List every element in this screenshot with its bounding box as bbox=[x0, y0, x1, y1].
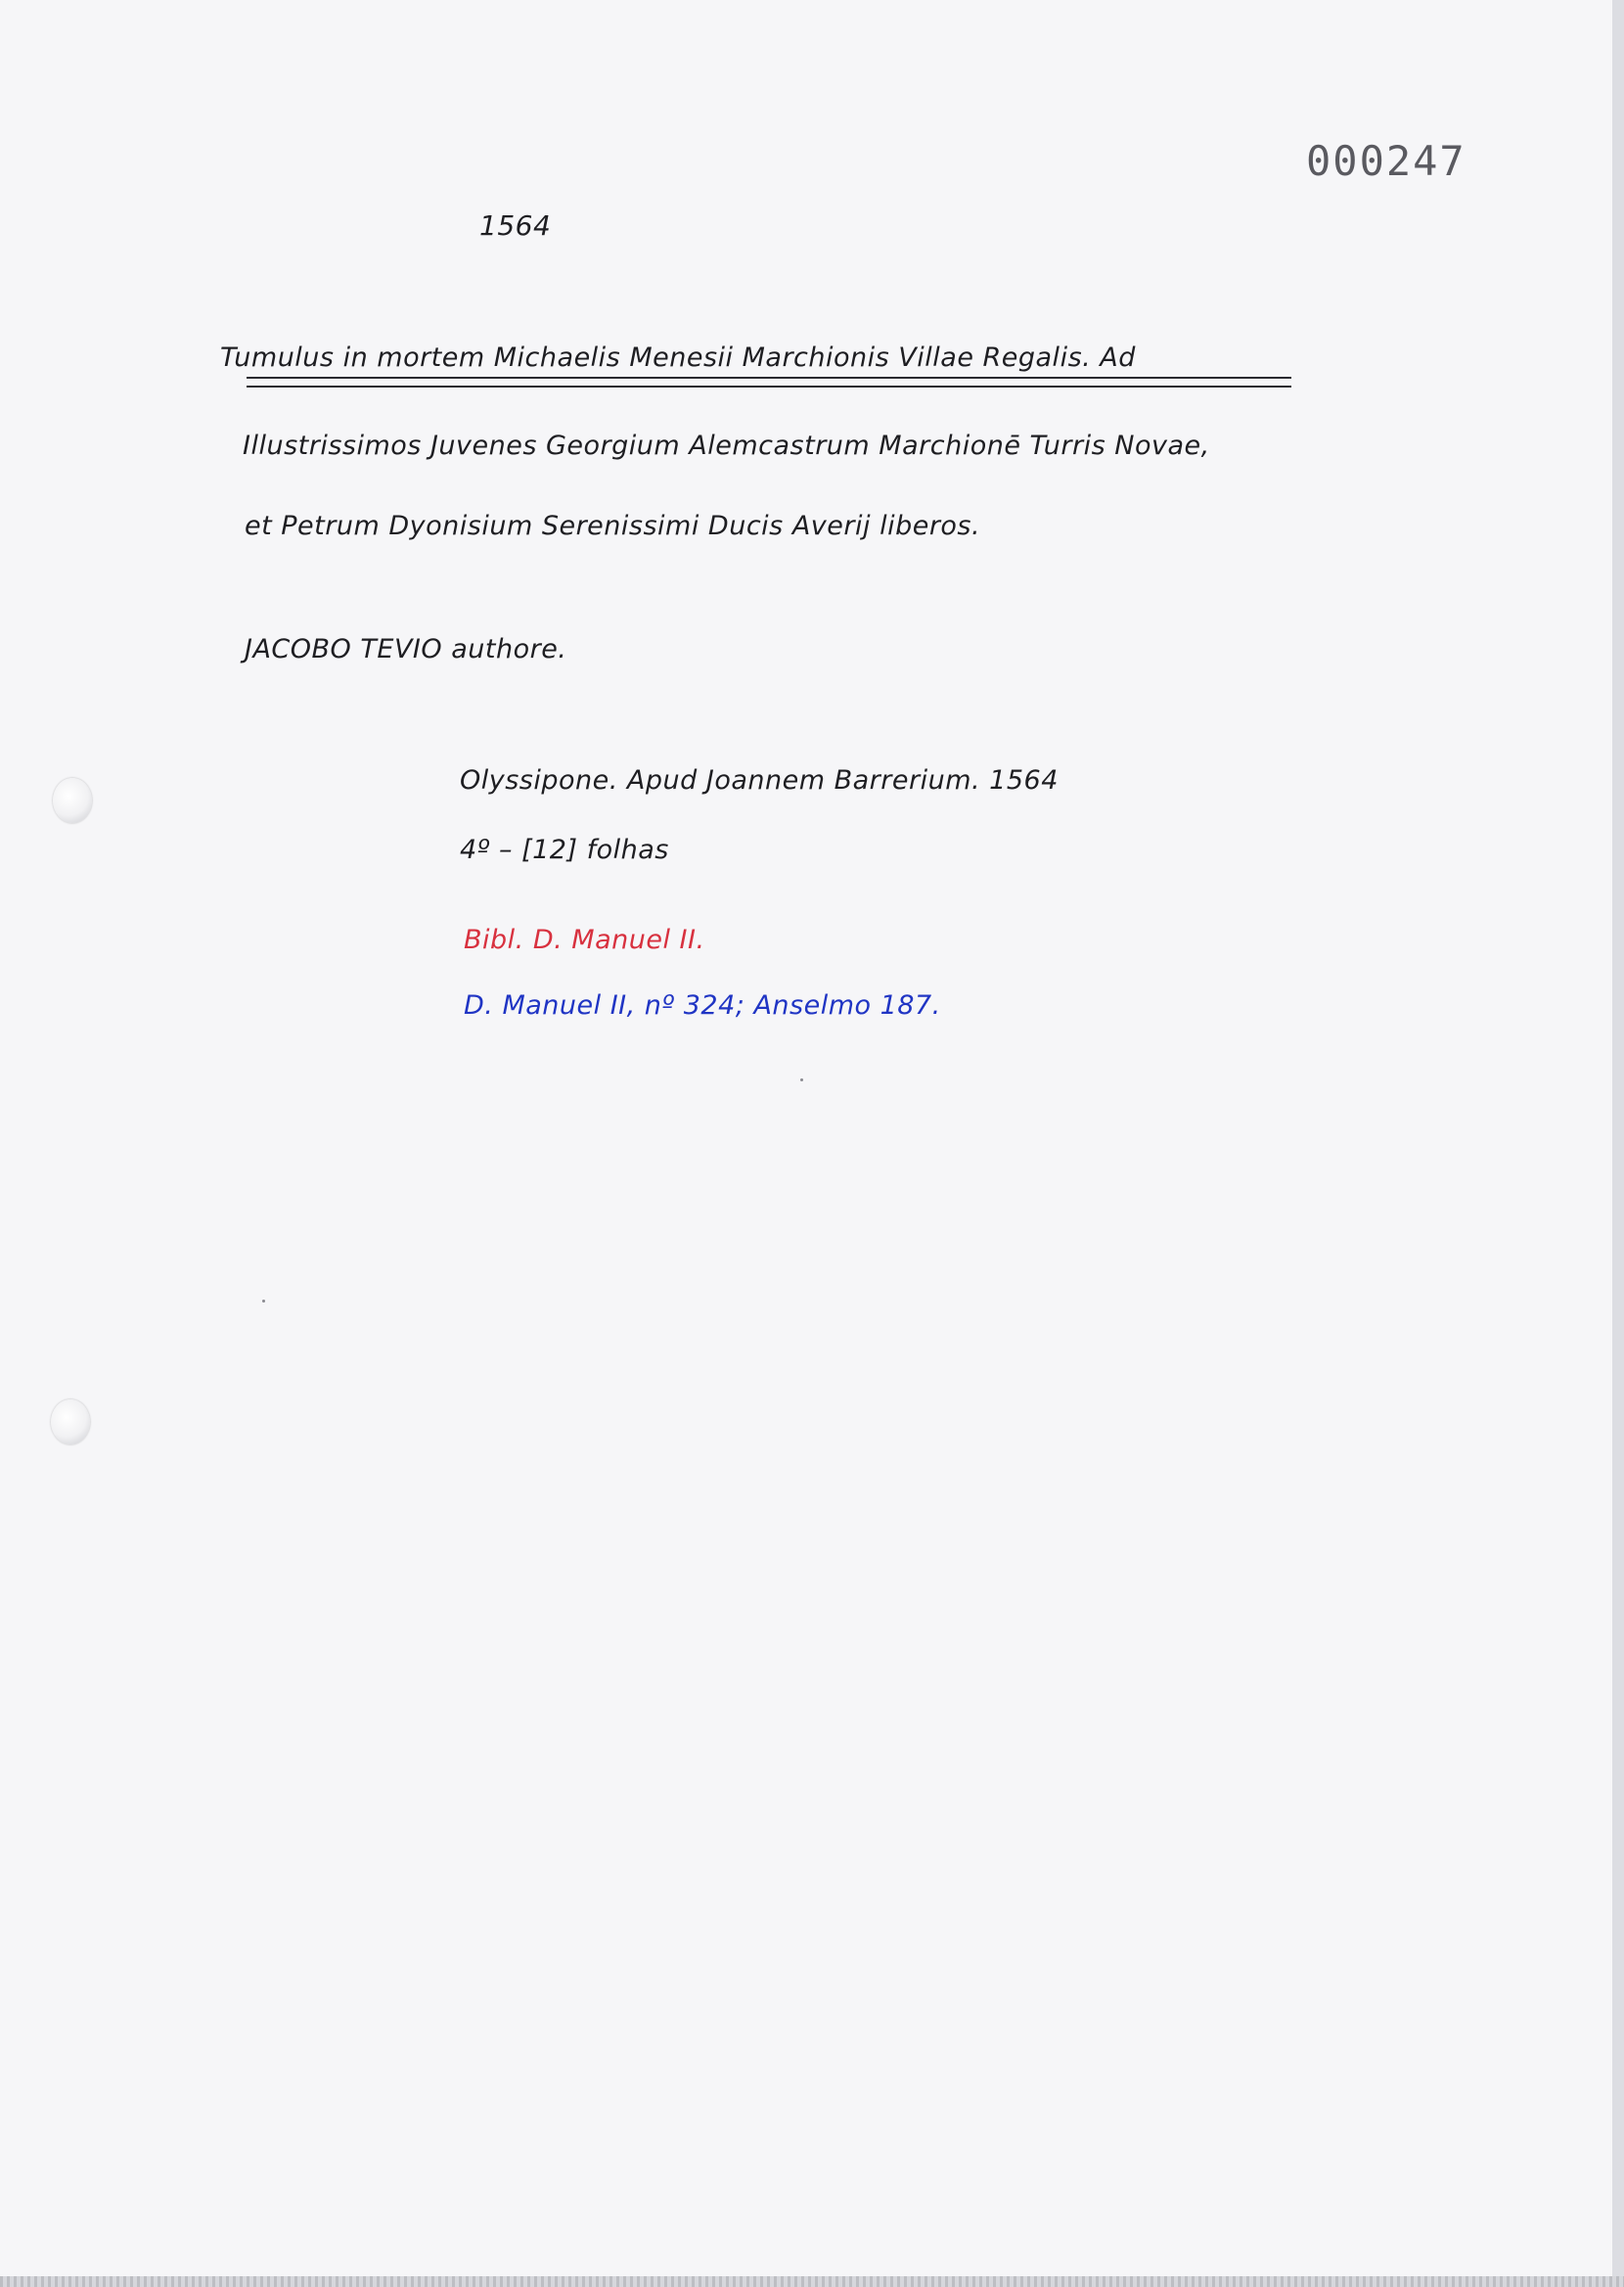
title-double-underline bbox=[247, 377, 1291, 388]
title-line-2: Illustrissimos Juvenes Georgium Alemcastrum Marchionē Turris Novae, bbox=[243, 431, 1210, 461]
page-edge-bottom bbox=[0, 2276, 1624, 2287]
stamp-number: 000247 bbox=[1306, 137, 1466, 185]
punch-hole-top bbox=[53, 778, 92, 823]
paper-speck bbox=[262, 1300, 265, 1303]
punch-hole-bottom bbox=[51, 1399, 90, 1444]
page-edge-right bbox=[1612, 0, 1624, 2287]
reference-note: D. Manuel II, nº 324; Anselmo 187. bbox=[464, 990, 941, 1021]
title-line-1: Tumulus in mortem Michaelis Menesii Marchionis Villae Regalis. Ad bbox=[220, 343, 1136, 373]
author-line: JACOBO TEVIO authore. bbox=[245, 634, 567, 664]
paper-speck bbox=[800, 1078, 803, 1081]
year-heading: 1564 bbox=[479, 209, 552, 242]
library-note: Bibl. D. Manuel II. bbox=[464, 925, 705, 955]
collation-line: 4º – [12] folhas bbox=[460, 835, 669, 865]
title-line-3: et Petrum Dyonisium Serenissimi Ducis Averij liberos. bbox=[245, 511, 981, 541]
imprint-line: Olyssipone. Apud Joannem Barrerium. 1564 bbox=[460, 765, 1059, 796]
